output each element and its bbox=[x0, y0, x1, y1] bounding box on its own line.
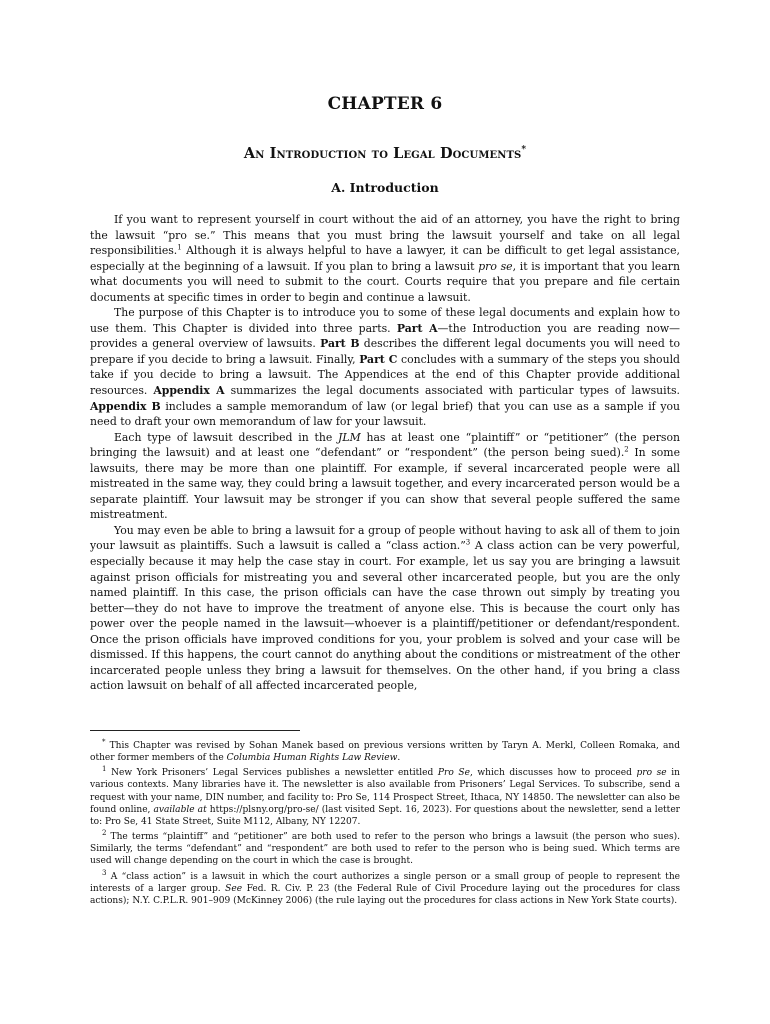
bold-run: Appendix A bbox=[153, 384, 225, 398]
footnote-3 bbox=[90, 868, 680, 907]
italic-run: JLM bbox=[338, 430, 361, 444]
footnote-mark: 1 bbox=[102, 765, 107, 774]
text-run: includes a sample memorandum of law (or legal brief) that you can use as a sample if you need to draft your own memorandum of law for your lawsuit. bbox=[90, 399, 680, 429]
bold-run: Appendix B bbox=[90, 399, 161, 413]
italic-run: available at bbox=[153, 804, 207, 815]
text-run: describes the different legal documents you will need to prepare if you decide to bring a lawsuit. Finally, bbox=[90, 337, 680, 366]
text-run: A “class action” is a lawsuit in which the court authorizes a single person or a small group of people to represent the interests of a larger group. bbox=[90, 871, 680, 894]
paragraph-2 bbox=[90, 305, 680, 429]
italic-run: Columbia Human Rights Law Review bbox=[226, 753, 398, 764]
text-run: , which discusses how to proceed bbox=[469, 768, 637, 779]
text-run: , it is important that you learn what documents you will need to submit to the court. Courts require that you prepare and file certain documents at specific times in order to begin and continue a lawsuit. bbox=[90, 259, 680, 304]
italic-run: See bbox=[225, 883, 243, 894]
text-run: summarizes the legal documents associated with particular types of lawsuits. bbox=[224, 384, 681, 398]
text-run: You may even be able to bring a lawsuit for a group of people without having to ask all of them to join your lawsuit as plaintiffs. Such a lawsuit is called a “class action.” bbox=[90, 523, 680, 553]
italic-run: Pro Se bbox=[437, 768, 470, 779]
footnote-mark: 3 bbox=[102, 868, 107, 877]
bold-run: Part A bbox=[396, 321, 438, 335]
text-run: New York Prisoners’ Legal Services publishes a newsletter entitled bbox=[106, 768, 438, 779]
footnote-divider bbox=[90, 730, 300, 731]
chapter-title bbox=[0, 145, 770, 162]
footnotes bbox=[90, 737, 680, 910]
footnote-mark: * bbox=[102, 737, 106, 746]
text-run: If you want to represent yourself in court without the aid of an attorney, you have the right to bring the lawsuit “pro se.” This means that you must bring the lawsuit yourself and take on all legal responsibilities. bbox=[90, 213, 680, 258]
title-footnote-mark[interactable]: * bbox=[521, 145, 527, 156]
text-run: Although it is always helpful to have a lawyer, it can be difficult to get legal assistance, especially at the beginning of a lawsuit. If you plan to bring a lawsuit bbox=[90, 244, 680, 273]
text-run: In some lawsuits, there may be more than one plaintiff. For example, if several incarcerated people were all mistreated in the same way, they could bring a lawsuit together, and every incarcerated person would be a separate plaintiff. Your lawsuit may be stronger if you can show that several people suffered the same mistreatment. bbox=[90, 446, 680, 522]
paragraph-3 bbox=[90, 430, 680, 523]
footnote-ref-3[interactable]: 3 bbox=[465, 538, 471, 547]
footnote-1 bbox=[90, 767, 680, 828]
text-run: in various contexts. Many libraries have it. The newsletter is also available from Prisoners’ Legal Services. To subscribe, send a request with your name, DIN number, and facility to: Pro Se, 114 Prospect Street, Ithaca, NY 14850. The newsletter can also be found online, bbox=[90, 768, 680, 815]
text-run: This Chapter was revised by Sohan Manek based on previous versions written by Taryn A. Merkl, Colleen Romaka, and other former members of the bbox=[90, 741, 680, 764]
paragraph-1 bbox=[90, 212, 680, 305]
text-run: A class action can be very powerful, especially because it may help the case stay in court. For example, let us say you are bringing a lawsuit against prison officials for mistreating you and several other incarcerated people, but you are the only named plaintiff. In this case, the prison officials can have the case thrown out simply by treating you better—they do not have to improve the treatment of anyone else. This is because the court only has power over the people named in the lawsuit—whoever is a plaintiff/petitioner or defendant/respondent. Once the prison officials have improved conditions for you, your problem is solved and your case will be dismissed. If this happens, the court cannot do anything about the conditions or mistreatment of the other incarcerated people unless they bring a lawsuit for themselves. On the other hand, if you bring a class action lawsuit on behalf of all affected incarcerated people, bbox=[90, 539, 680, 693]
bold-run: Part B bbox=[320, 337, 360, 351]
footnote-star bbox=[90, 737, 680, 764]
text-run: Fed. R. Civ. P. 23 (the Federal Rule of Civil Procedure laying out the procedures for class actions); N.Y. C.P.L.R. 901–909 (McKinney 2006) (the rule laying out the procedures for class actions in New York State courts). bbox=[90, 883, 680, 906]
text-run: The purpose of this Chapter is to introduce you to some of these legal documents and explain how to use them. This Chapter is divided into three parts. bbox=[90, 306, 680, 335]
chapter-heading: CHAPTER 6 bbox=[327, 94, 443, 114]
text-run: The terms “plaintiff” and “petitioner” are both used to refer to the person who brings a lawsuit (the person who sues). Similarly, the terms “defendant” and “respondent” are both used to refer to the person who is being sued. Which terms are used will change depending on the court in which the case is brought. bbox=[90, 832, 680, 867]
text-run: has at least one “plaintiff” or “petitioner” (the person bringing the lawsuit) and at least one “defendant” or “respondent” (the person being sued). bbox=[90, 430, 681, 460]
italic-run: pro se bbox=[636, 768, 667, 779]
footnote-2 bbox=[90, 831, 680, 867]
footnote-link-text[interactable]: https://plsny.org/pro-se/ (last visited Sept. 16, 2023). For questions about the newsletter, send a letter to: Pro Se, 41 State Street, Suite M112, Albany, NY 12207. bbox=[90, 804, 680, 827]
bold-run: Part C bbox=[359, 352, 398, 366]
italic-run: pro se bbox=[478, 259, 513, 273]
chapter-title-text: An Introduction to Legal Documents bbox=[243, 145, 522, 162]
text-run: Each type of lawsuit described in the bbox=[114, 430, 339, 444]
footnote-ref-1[interactable]: 1 bbox=[177, 243, 182, 252]
section-heading: A. Introduction bbox=[331, 180, 439, 195]
body-text bbox=[90, 212, 680, 694]
text-run: . bbox=[397, 753, 401, 764]
text-run: concludes with a summary of the steps you should take if you decide to bring a lawsuit. The Appendices at the end of this Chapter provide additional resources. bbox=[90, 352, 680, 398]
paragraph-4 bbox=[90, 523, 680, 694]
text-run: —the Introduction you are reading now—provides a general overview of lawsuits. bbox=[90, 321, 680, 351]
footnote-mark: 2 bbox=[102, 829, 107, 838]
footnote-ref-2[interactable]: 2 bbox=[624, 445, 629, 454]
